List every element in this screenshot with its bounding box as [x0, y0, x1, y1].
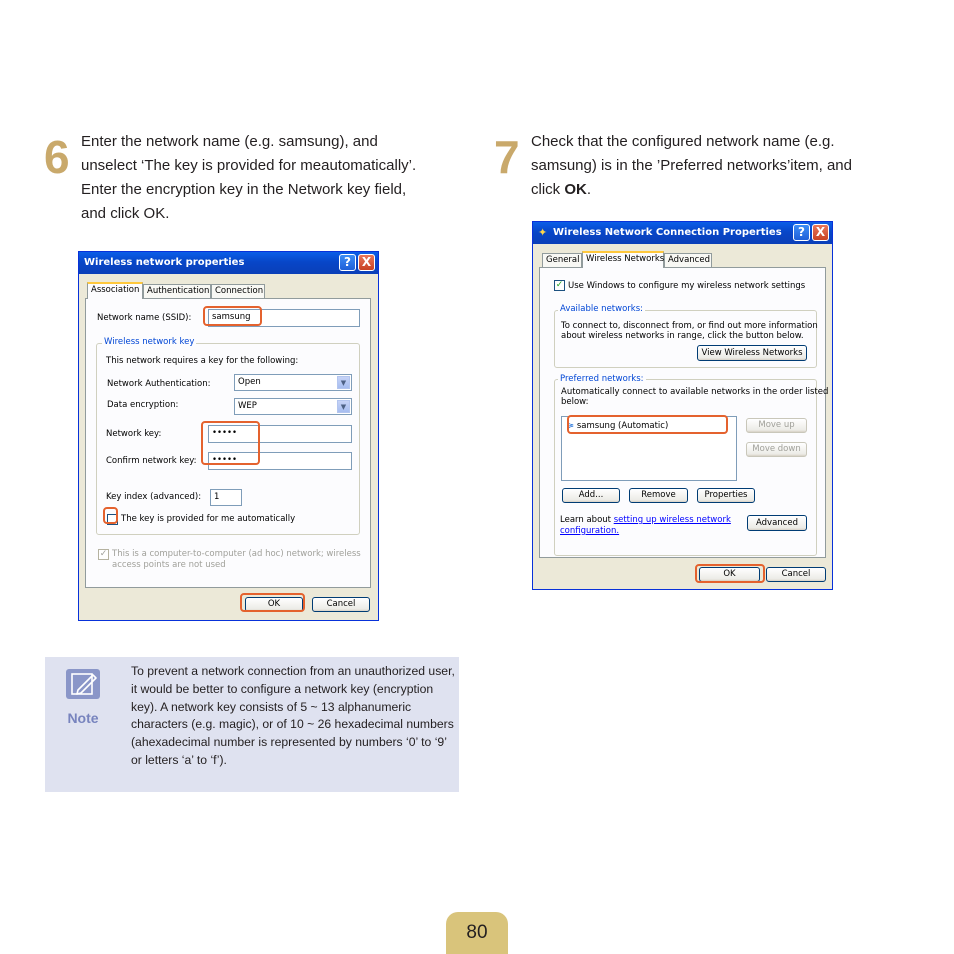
- wireless-connection-properties-dialog: [532, 221, 833, 590]
- step-7-line: Check that the configured network name (e.g.: [531, 133, 835, 150]
- adhoc-label-line1: This is a computer-to-computer (ad hoc) network; wireless: [112, 549, 361, 559]
- wireless-network-icon: ≽: [567, 421, 577, 431]
- wireless-key-group-title: Wireless network key: [104, 337, 195, 347]
- step-6-line: Enter the encryption key in the Network key field,: [81, 181, 407, 198]
- step-6-line: unselect ‘The key is provided for meautomatically’.: [81, 157, 417, 174]
- dialog-titlebar: [533, 222, 832, 244]
- ok-highlight: [240, 593, 305, 612]
- confirm-key-input[interactable]: •••••: [208, 452, 352, 470]
- step-6-text: [81, 130, 461, 226]
- help-button[interactable]: ?: [793, 224, 810, 241]
- auth-select[interactable]: [234, 374, 352, 391]
- step-7-line: samsung) is in the ’Preferred networks’item, and: [531, 157, 852, 174]
- add-button[interactable]: Add...: [562, 488, 620, 503]
- network-item-label: samsung (Automatic): [576, 421, 669, 431]
- close-button[interactable]: X: [812, 224, 829, 241]
- wireless-networks-panel: [539, 267, 829, 558]
- use-windows-label: Use Windows to configure my wireless network settings: [568, 281, 806, 291]
- network-icon: ✦: [538, 226, 548, 239]
- auth-value: Open: [238, 377, 261, 387]
- preferred-desc-line1: Automatically connect to available networks in the order listed: [561, 387, 829, 397]
- encryption-label: Data encryption:: [107, 400, 179, 410]
- dialog-titlebar: [79, 252, 378, 274]
- cancel-button[interactable]: Cancel: [766, 567, 826, 582]
- chevron-down-icon[interactable]: ▼: [337, 376, 350, 389]
- move-up-button[interactable]: Move up: [746, 418, 807, 433]
- learn-about-line1: Learn about setting up wireless network: [560, 515, 731, 525]
- ssid-input[interactable]: samsung: [208, 309, 360, 327]
- ok-button[interactable]: OK: [245, 597, 303, 612]
- learn-link[interactable]: setting up wireless network: [613, 515, 731, 525]
- tab-row: [539, 251, 829, 267]
- move-down-button[interactable]: Move down: [746, 442, 807, 457]
- use-windows-checkbox[interactable]: ✓: [555, 280, 564, 290]
- network-key-label: Network key:: [106, 429, 162, 439]
- page-number: 80: [446, 912, 508, 954]
- remove-button[interactable]: Remove: [629, 488, 688, 503]
- available-desc-line1: To connect to, disconnect from, or find out more information: [561, 321, 818, 331]
- dialog-title: Wireless network properties: [84, 257, 245, 268]
- learn-link-line2[interactable]: configuration.: [560, 526, 620, 536]
- auto-key-label: The key is provided for me automatically: [121, 514, 296, 524]
- key-index-stepper[interactable]: [210, 489, 242, 506]
- network-item-highlight: [567, 415, 728, 434]
- network-key-input[interactable]: •••••: [208, 425, 352, 443]
- note-text: To prevent a network connection from an unauthorized user, it would be better to configure a network key (encryption key). A network key consists of 5 ~ 13 alphanumeric characters (e.g. magic), or of 10 ~ 26 hexadecimal numbers (ahexadecimal number is represented by numbers ‘0’ to ‘9’ or letters ‘a’ to ‘f’).: [131, 664, 455, 767]
- cancel-button[interactable]: Cancel: [312, 597, 370, 612]
- tab-authentication[interactable]: Authentication: [143, 284, 211, 298]
- ssid-highlight: [203, 306, 262, 326]
- ssid-label: Network name (SSID):: [97, 313, 192, 323]
- checkbox-highlight: [103, 507, 118, 524]
- tab-wireless-networks[interactable]: Wireless Networks: [582, 251, 664, 268]
- tab-general[interactable]: General: [542, 253, 582, 267]
- adhoc-checkbox[interactable]: ✓: [99, 549, 108, 559]
- preferred-desc-line2: below:: [561, 397, 589, 407]
- key-index-value: 1: [214, 492, 220, 502]
- step-7-text: [531, 130, 911, 202]
- note-box: [45, 657, 459, 792]
- preferred-networks-title: Preferred networks:: [560, 374, 644, 384]
- dialog-title: Wireless Network Connection Properties: [553, 227, 782, 238]
- encryption-value: WEP: [238, 401, 257, 411]
- ok-emphasis: OK: [564, 181, 587, 198]
- note-label: Note: [67, 710, 99, 726]
- step-7-line: click OK.: [531, 181, 592, 198]
- available-networks-title: Available networks:: [560, 304, 643, 314]
- available-desc-line2: about wireless networks in range, click the button below.: [561, 331, 804, 341]
- key-highlight: [201, 421, 260, 465]
- advanced-button[interactable]: Advanced: [747, 515, 807, 531]
- tab-row: [85, 282, 375, 298]
- chevron-down-icon[interactable]: ▼: [337, 400, 350, 413]
- ok-highlight: [695, 564, 765, 583]
- group-description: This network requires a key for the following:: [106, 356, 299, 366]
- tab-advanced[interactable]: Advanced: [664, 253, 712, 267]
- view-wireless-networks-button[interactable]: View Wireless Networks: [697, 345, 807, 361]
- step-6-line: and click OK.: [81, 205, 170, 222]
- step-6-number: 6: [44, 131, 70, 183]
- pencil-note-icon: [66, 669, 100, 699]
- tab-connection[interactable]: Connection: [211, 284, 265, 298]
- confirm-key-label: Confirm network key:: [106, 456, 197, 466]
- tab-association[interactable]: Association: [87, 282, 143, 299]
- ok-button[interactable]: OK: [699, 567, 760, 582]
- close-button[interactable]: X: [358, 254, 375, 271]
- key-index-label: Key index (advanced):: [106, 492, 202, 502]
- encryption-select[interactable]: [234, 398, 352, 415]
- adhoc-label-line2: access points are not used: [112, 560, 226, 570]
- auth-label: Network Authentication:: [107, 379, 211, 389]
- properties-button[interactable]: Properties: [697, 488, 755, 503]
- step-7-number: 7: [494, 131, 520, 183]
- help-button[interactable]: ?: [339, 254, 356, 271]
- step-6-line: Enter the network name (e.g. samsung), and: [81, 133, 378, 150]
